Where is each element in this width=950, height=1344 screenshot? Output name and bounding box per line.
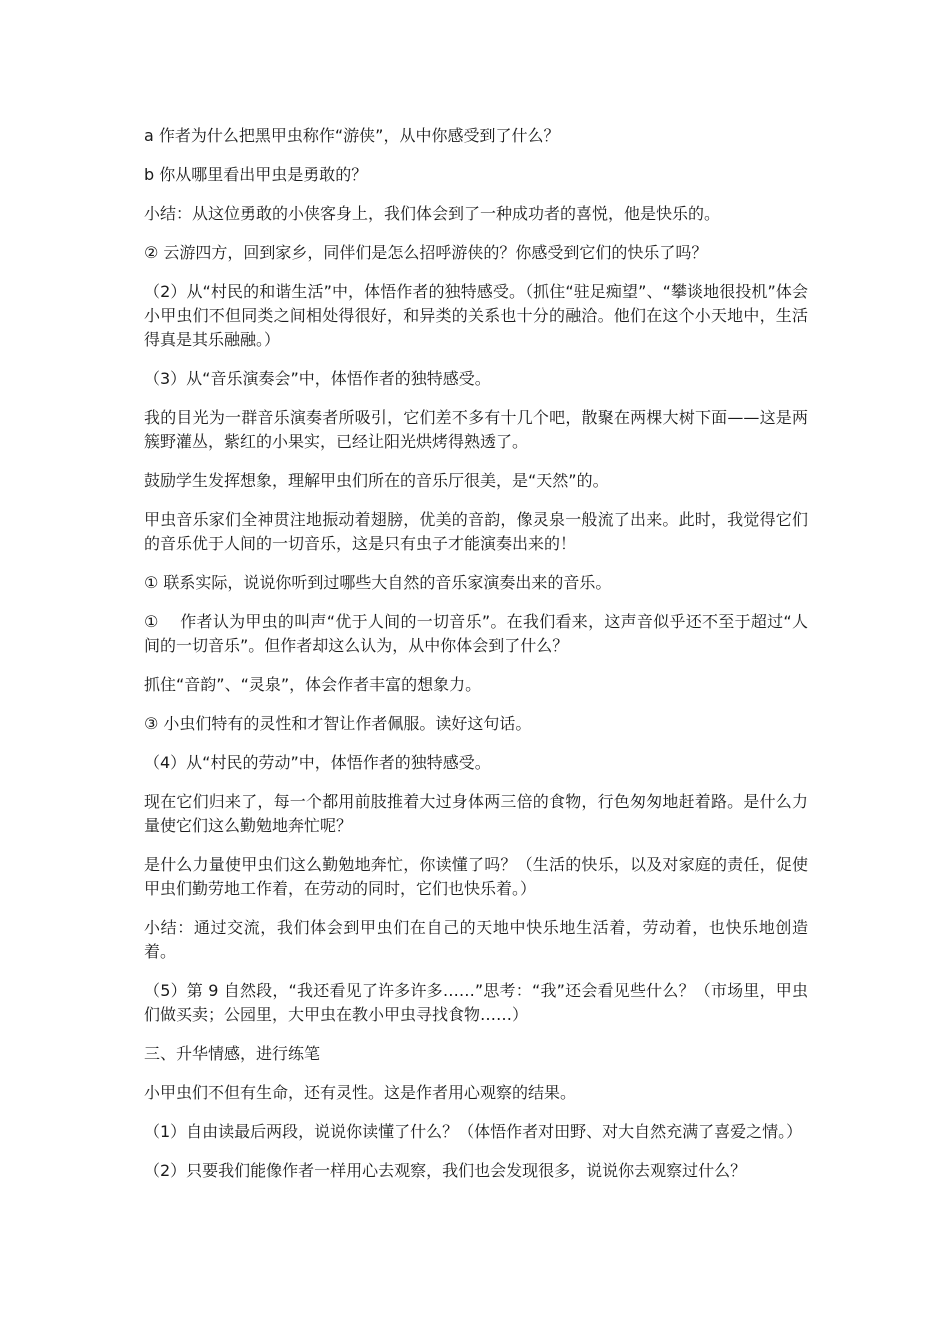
paragraph-summary-1: 小结：从这位勇敢的小侠客身上，我们体会到了一种成功者的喜悦，他是快乐的。 [144, 204, 721, 223]
paragraph-task-2: （2）只要我们能像作者一样用心去观察，我们也会发现很多，说说你去观察过什么？ [144, 1161, 747, 1180]
paragraph-quote-music: 甲虫音乐家们全神贯注地振动着翅膀，优美的音韵，像灵泉一般流了出来。此时，我觉得它们的音乐优于人间的一切音乐，这是只有虫子才能演奏出来的！ [144, 510, 808, 553]
paragraph-task-1: （1）自由读最后两段，说说你读懂了什么？（体悟作者对田野、对大自然充满了喜爱之情。） [144, 1122, 803, 1141]
paragraph-encourage-imagination: 鼓励学生发挥想象，理解甲虫们所在的音乐厅很美，是“天然”的。 [144, 471, 609, 490]
document-page [144, 124, 808, 1198]
paragraph-question-b: b 你从哪里看出甲虫是勇敢的？ [144, 165, 368, 184]
paragraph-quote-musicians: 我的目光为一群音乐演奏者所吸引，它们差不多有十几个吧，散聚在两棵大树下面——这是两簇野灌丛，紫红的小果实，已经让阳光烘烤得熟透了。 [144, 408, 808, 451]
paragraph-section-3: （3）从“音乐演奏会”中，体悟作者的独特感受。 [144, 369, 491, 388]
paragraph-section-4: （4）从“村民的劳动”中，体悟作者的独特感受。 [144, 753, 491, 772]
paragraph-question-diligence: 是什么力量使甲虫们这么勤勉地奔忙，你读懂了吗？（生活的快乐，以及对家庭的责任，促使甲虫们勤劳地工作着，在劳动的同时，它们也快乐着。） [144, 855, 808, 898]
paragraph-section-5: （5）第 9 自然段，“我还看见了许多许多……”思考：“我”还会看见些什么？（市场里，甲虫们做买卖；公园里，大甲虫在教小甲虫寻找食物……） [144, 981, 808, 1024]
paragraph-item-2: ② 云游四方，回到家乡，同伴们是怎么招呼游侠的？你感受到它们的快乐了吗？ [144, 243, 708, 262]
paragraph-observation: 小甲虫们不但有生命，还有灵性。这是作者用心观察的结果。 [144, 1083, 577, 1102]
paragraph-section-2: （2）从“村民的和谐生活”中，体悟作者的独特感受。（抓住“驻足痴望”、“攀谈地很投机”体会小甲虫们不但同类之间相处得很好，和异类的关系也十分的融洽。他们在这个小天地中，生活得真是其乐融融。） [144, 282, 808, 349]
paragraph-quote-return: 现在它们归来了，每一个都用前肢推着大过身体两三倍的食物，行色匆匆地赶着路。是什么力量使它们这么勤勉地奔忙呢？ [144, 792, 808, 835]
paragraph-heading-part-3: 三、升华情感，进行练笔 [144, 1044, 321, 1063]
paragraph-item-1-author-view: ① 作者认为甲虫的叫声“优于人间的一切音乐”。在我们看来，这声音似乎还不至于超过“人间的一切音乐”。但作者却这么认为，从中你体会到了什么？ [144, 612, 808, 655]
paragraph-item-3: ③ 小虫们特有的灵性和才智让作者佩服。读好这句话。 [144, 714, 532, 733]
paragraph-imagination: 抓住“音韵”、“灵泉”，体会作者丰富的想象力。 [144, 675, 482, 694]
paragraph-summary-2: 小结：通过交流，我们体会到甲虫们在自己的天地中快乐地生活着，劳动着，也快乐地创造着。 [144, 918, 808, 961]
paragraph-item-1-real-life: ① 联系实际，说说你听到过哪些大自然的音乐家演奏出来的音乐。 [144, 573, 612, 592]
paragraph-question-a: a 作者为什么把黑甲虫称作“游侠”，从中你感受到了什么？ [144, 126, 560, 145]
